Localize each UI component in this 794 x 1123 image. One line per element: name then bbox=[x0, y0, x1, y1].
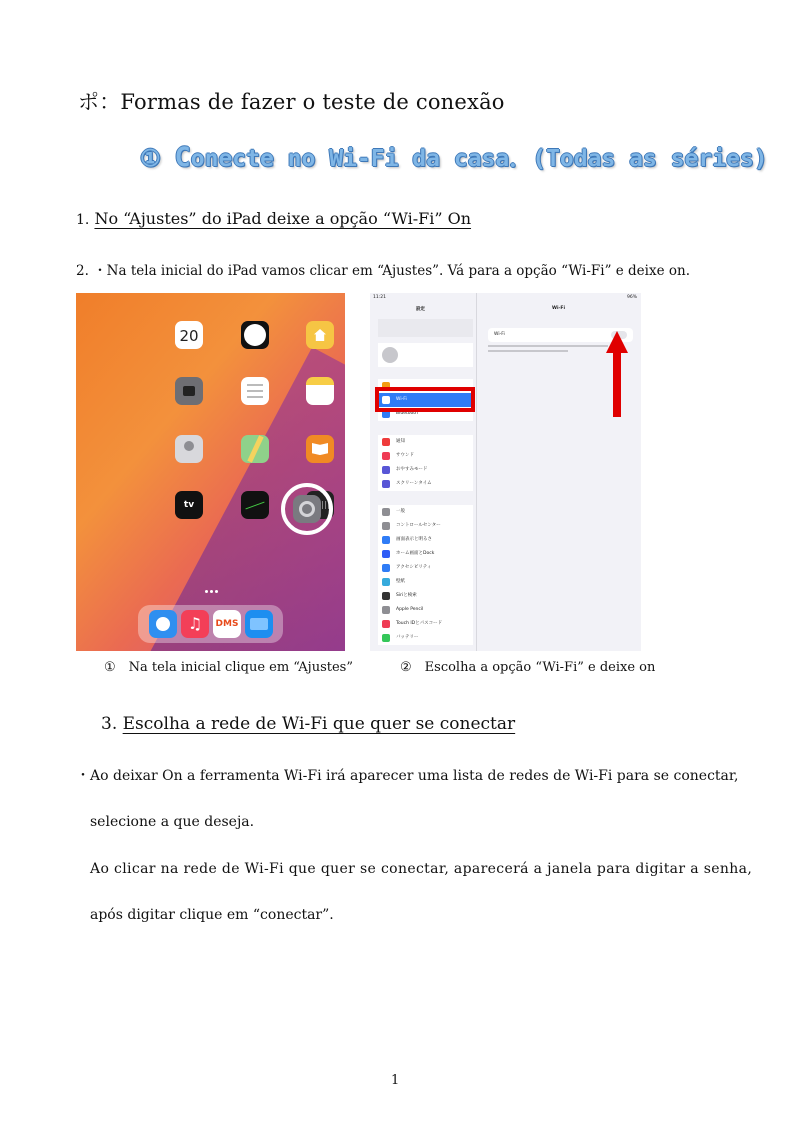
step-1-number: 1. bbox=[76, 212, 90, 228]
screen-time-row: スクリーンタイム bbox=[378, 477, 473, 491]
battery-row: バッテリー bbox=[378, 631, 473, 645]
wifi-highlight-box bbox=[375, 387, 475, 412]
apple-tv-label: tv bbox=[183, 500, 195, 510]
files-app-icon bbox=[245, 610, 273, 638]
stocks-app-icon bbox=[241, 491, 269, 519]
safari-app-icon bbox=[149, 610, 177, 638]
music-app-icon: ♫ bbox=[181, 610, 209, 638]
main-title: Wi-Fi bbox=[552, 306, 565, 311]
arrow-up-icon bbox=[606, 331, 628, 417]
calendar-date: 20 bbox=[179, 327, 199, 345]
dock bbox=[138, 605, 283, 643]
notifications-row: 通知 bbox=[378, 435, 473, 449]
apple-tv-app-icon bbox=[175, 491, 203, 519]
status-time: 11:21 bbox=[373, 295, 386, 300]
camera-app-icon bbox=[175, 377, 203, 405]
display-row: 画面表示と明るさ bbox=[378, 533, 473, 547]
wifi-item-label: Wi-Fi bbox=[396, 397, 407, 402]
page-title: ポ：Formas de fazer o teste de conexão bbox=[78, 90, 505, 114]
notes-app-icon bbox=[306, 377, 334, 405]
paragraph-line: após digitar clique em “conectar”. bbox=[90, 907, 334, 923]
home-screen-row: ホーム画面とDock bbox=[378, 547, 473, 561]
section-heading-mark: ① bbox=[140, 146, 161, 172]
step-3-text: Escolha a rede de Wi-Fi que quer se conectar bbox=[122, 714, 516, 734]
paragraph-line: Ao clicar na rede de Wi-Fi que quer se conectar, aparecerá a janela para digitar a senha, bbox=[90, 861, 753, 877]
settings-sidebar bbox=[370, 293, 477, 651]
touch-id-row: Touch IDとパスコード bbox=[378, 617, 473, 631]
screenshot-home-screen bbox=[76, 293, 345, 651]
contacts-app-icon bbox=[175, 435, 203, 463]
bluetooth-row: Bluetooth bbox=[378, 407, 473, 421]
section-heading bbox=[140, 140, 768, 173]
step-3-number: 3. bbox=[101, 714, 118, 734]
screenshot-settings-wifi bbox=[370, 293, 641, 651]
step-2-text: ・Na tela inicial do iPad vamos clicar em “Ajustes”. Vá para a opção “Wi-Fi” e deixe on. bbox=[93, 263, 690, 279]
dms-label: DMS bbox=[215, 619, 239, 629]
battery-status: 96% bbox=[626, 295, 637, 300]
accessibility-row: アクセシビリティ bbox=[378, 561, 473, 575]
home-app-icon bbox=[306, 321, 334, 349]
settings-highlight-circle bbox=[281, 483, 333, 535]
apple-id-row bbox=[378, 343, 473, 367]
siri-row: Siriと検索 bbox=[378, 589, 473, 603]
page-dot bbox=[205, 590, 208, 593]
wifi-footnote bbox=[488, 345, 608, 347]
paragraph-line: ・Ao deixar On a ferramenta Wi-Fi irá aparecer uma lista de redes de Wi-Fi para se conectar, bbox=[76, 768, 739, 784]
general-row: 一般 bbox=[378, 505, 473, 519]
calendar-app-icon bbox=[175, 321, 203, 349]
do-not-disturb-row: おやすみモード bbox=[378, 463, 473, 477]
section-heading-initial: C bbox=[174, 142, 191, 173]
apple-pencil-row: Apple Pencil bbox=[378, 603, 473, 617]
wallpaper-row: 壁紙 bbox=[378, 575, 473, 589]
reminders-app-icon bbox=[241, 377, 269, 405]
caption-1: ① Na tela inicial clique em “Ajustes” bbox=[104, 660, 353, 675]
page-dot bbox=[215, 590, 218, 593]
step-1 bbox=[76, 209, 471, 228]
sign-in-notice bbox=[378, 319, 473, 337]
wifi-footnote bbox=[488, 350, 568, 352]
page-dot bbox=[210, 590, 213, 593]
step-2-number: 2. bbox=[76, 263, 89, 279]
control-center-row: コントロールセンター bbox=[378, 519, 473, 533]
clock-app-icon bbox=[241, 321, 269, 349]
dms-app-icon bbox=[213, 610, 241, 638]
books-app-icon bbox=[306, 435, 334, 463]
section-heading-text: onecte no Wi-Fi da casa．(Todas as séries) bbox=[190, 146, 768, 172]
page-number: 1 bbox=[391, 1073, 400, 1088]
step-1-text: No “Ajustes” do iPad deixe a opção “Wi-Fi” On bbox=[94, 209, 472, 228]
wifi-row-label: Wi-Fi bbox=[494, 332, 505, 337]
paragraph-line: selecione a que deseja. bbox=[90, 814, 255, 830]
step-3 bbox=[101, 714, 515, 734]
step-2 bbox=[76, 259, 690, 279]
maps-app-icon bbox=[241, 435, 269, 463]
caption-2: ② Escolha a opção “Wi-Fi” e deixe on bbox=[400, 660, 656, 675]
sidebar-title: 設定 bbox=[416, 307, 425, 312]
sounds-row: サウンド bbox=[378, 449, 473, 463]
